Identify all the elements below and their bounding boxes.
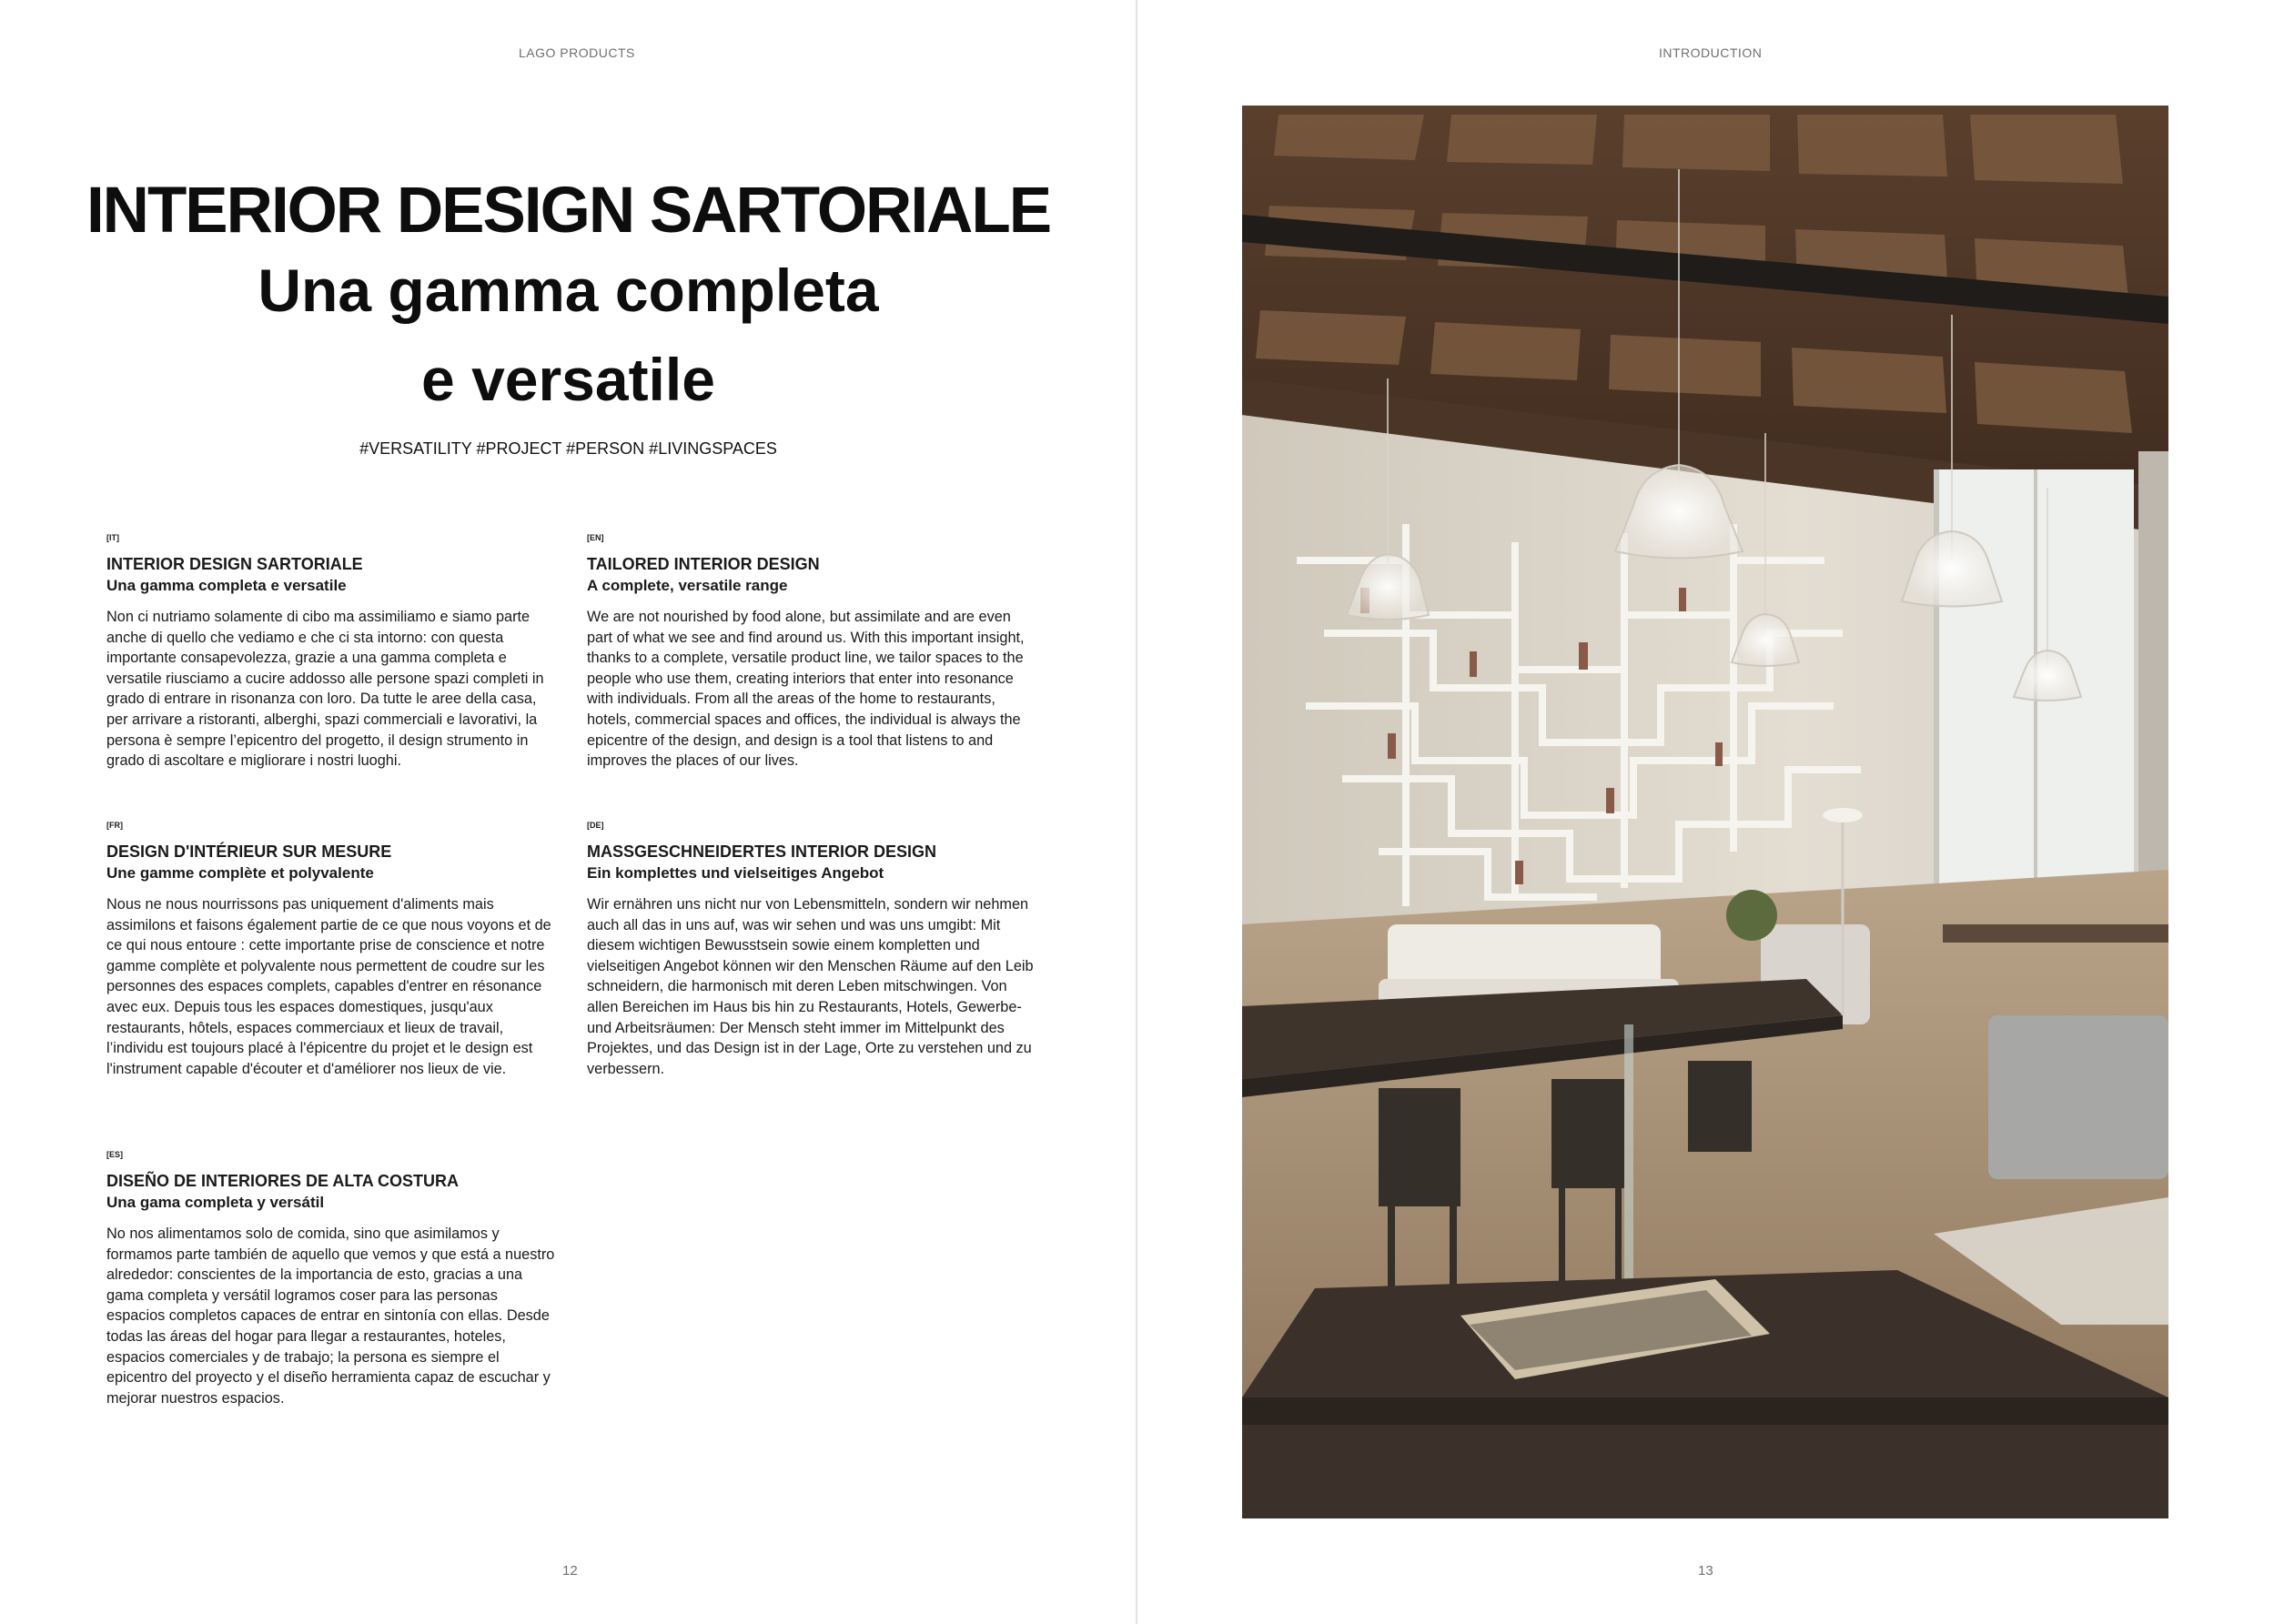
- block-text: We are not nourished by food alone, but assimilate and are even part of what we see and find around us. With this important insight, thanks to a complete, versatile product line, we tailor spaces to the people who use them, creating interiors that enter into resonance with individuals. From all the areas of the home to restaurants, hotels, commercial spaces and offices, the individual is always the epicentre of the design, and design is a tool that listens to and improves the places of our lives.: [587, 609, 1025, 770]
- running-head-left: LAGO PRODUCTS: [519, 45, 635, 60]
- block-heading: MASSGESCHNEIDERTES INTERIOR DESIGN: [587, 842, 937, 861]
- block-subheading: A complete, versatile range: [587, 577, 788, 594]
- block-heading: INTERIOR DESIGN SARTORIALE: [106, 555, 363, 573]
- block-heading: DISEÑO DE INTERIORES DE ALTA COSTURA: [106, 1172, 460, 1190]
- running-head-right: INTRODUCTION: [1659, 45, 1763, 60]
- subtitle-line-2: e versatile: [421, 346, 715, 413]
- block-french: [106, 821, 557, 1079]
- lang-tag: [IT]: [106, 533, 119, 542]
- block-subheading: Una gamma completa e versatile: [106, 577, 347, 594]
- block-italian: [106, 533, 557, 772]
- subtitle-line-1: Una gamma completa: [258, 257, 879, 324]
- block-text: Wir ernähren uns nicht nur von Lebensmitteln, sondern wir nehmen auch all das in uns auf, was wir sehen und was uns umgibt: Mit diesem wichtigen Bewusstsein sowie einem kompletten und vielseitigen Angebot können wir den Menschen Räume auf den Leib schneidern, die harmonisch mit deren Leben mitschwingen. Von allen Bereichen im Haus bis hin zu Restaurants, Hotels, Gewerbe- und Arbeitsräumen: Der Mensch steht immer im Mittelpunkt des Projektes, und das Design ist in der Lage, Orte zu verstehen und zu verbessern.: [587, 896, 1034, 1077]
- block-english: [587, 533, 1037, 772]
- block-german: [587, 821, 1037, 1079]
- block-heading: DESIGN D'INTÉRIEUR SUR MESURE: [106, 842, 392, 861]
- lang-tag: [FR]: [106, 821, 123, 830]
- lang-tag: [DE]: [587, 821, 604, 830]
- block-text: Nous ne nous nourrissons pas uniquement d'aliments mais assimilons et faisons également partie de ce que nous voyons et de ce qui nous entoure : cette importante prise de conscience et notre gamme complète et polyvalente nous permettent de coudre sur les personnes des espaces complets, capables d'entrer en résonance avec eux. Depuis tous les espaces domestiques, jusqu'aux restaurants, hôtels, espaces commerciaux et lieux de travail, l’individu est toujours placé à l'épicentre du projet et le design est l'instrument capable d'écouter et d'améliorer nos lieux de vie.: [106, 896, 551, 1077]
- block-subheading: Ein komplettes und vielseitiges Angebot: [587, 864, 884, 882]
- lang-tag: [EN]: [587, 533, 604, 542]
- block-spanish: [106, 1150, 557, 1408]
- block-text: No nos alimentamos solo de comida, sino que asimilamos y formamos parte también de aquello que vemos y que está a nuestro alrededor: conscientes de la importancia de esto, gracias a una gama completa y versátil logramos coser para las personas espacios completos capaces de entrar en sintonía con ellas. Desde todas las áreas del hogar para llegar a restaurantes, hoteles, espacios comerciales y de trabajo; la persona es siempre el epicentro del proyecto y el diseño herramienta capaz de escuchar y mejorar nuestros espacios.: [106, 1226, 555, 1407]
- page-title: INTERIOR DESIGN SARTORIALE: [86, 175, 1051, 247]
- page-subtitle: [0, 246, 1137, 424]
- page-number-right: 13: [1698, 1563, 1713, 1579]
- block-subheading: Une gamme complète et polyvalente: [106, 864, 374, 882]
- page-number-left: 12: [562, 1563, 578, 1579]
- lang-tag: [ES]: [106, 1150, 123, 1159]
- block-heading: TAILORED INTERIOR DESIGN: [587, 555, 820, 573]
- block-text: Non ci nutriamo solamente di cibo ma assimiliamo e siamo parte anche di quello che vediamo e che ci sta intorno: con questa importante consapevolezza, grazie a una gamma completa e versatile riusciamo a cucire addosso alle persone spazi completi in grado di entrare in risonanza con loro. Da tutte le aree della casa, per arrivare a ristoranti, alberghi, spazi commerciali e lavorativi, la persona è sempre l’epicentro del progetto, il design strumento in grado di ascoltare e migliorare i nostri luoghi.: [106, 609, 544, 770]
- interior-photo-icon: [1242, 106, 2168, 1518]
- hashtags: #VERSATILITY #PROJECT #PERSON #LIVINGSPACES: [359, 439, 777, 458]
- block-subheading: Una gama completa y versátil: [106, 1194, 325, 1211]
